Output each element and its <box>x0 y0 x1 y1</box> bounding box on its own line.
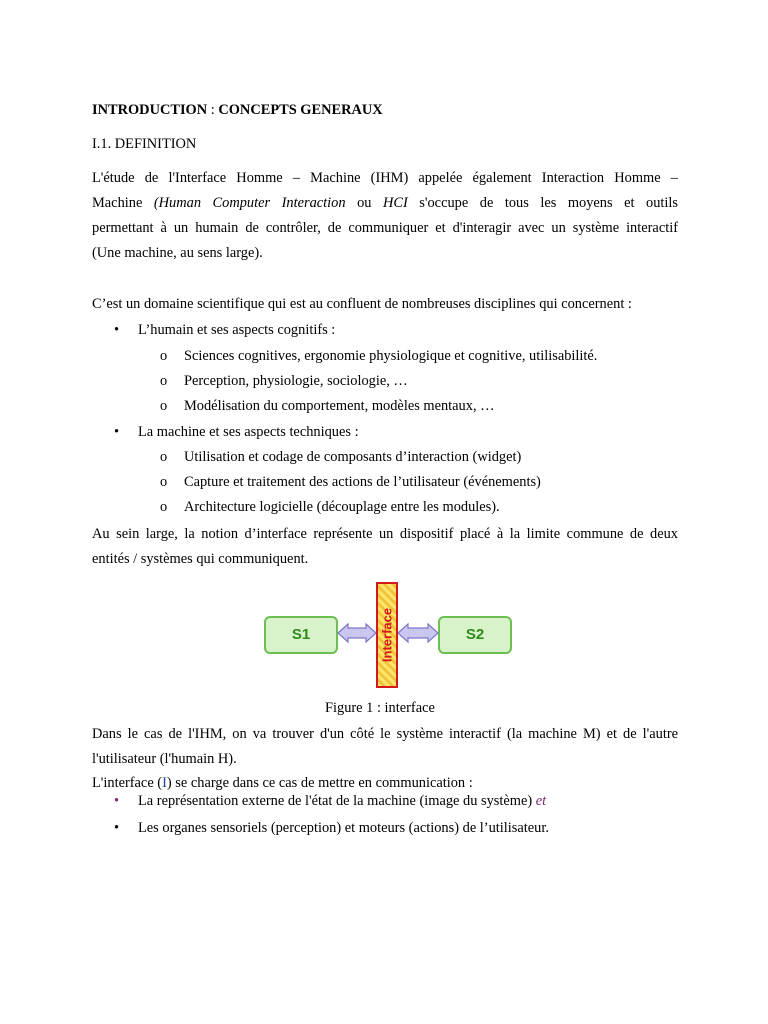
sub-list-item: o Architecture logicielle (découplage entre les modules). <box>160 499 500 515</box>
list-item: • La machine et ses aspects techniques : <box>114 424 359 440</box>
sub-list-item: o Modélisation du comportement, modèles mentaux, … <box>160 398 495 414</box>
sub-list-item: o Sciences cognitives, ergonomie physiologique et cognitive, utilisabilité. <box>160 348 598 364</box>
list-item: • Les organes sensoriels (perception) et moteurs (actions) de l’utilisateur. <box>114 820 549 836</box>
figure-caption: Figure 1 : interface <box>325 700 435 716</box>
sub-list-item: o Utilisation et codage de composants d’interaction (widget) <box>160 449 522 465</box>
disciplines-intro: C’est un domaine scientifique qui est au confluent de nombreuses disciplines qui concernent : <box>92 296 632 312</box>
interface-bar <box>376 582 398 688</box>
sub-list-item: o Perception, physiologie, sociologie, … <box>160 373 408 389</box>
section-heading: I.1. DEFINITION <box>92 136 197 152</box>
right-double-arrow-icon <box>398 624 438 642</box>
interface-label: Interface <box>379 607 395 663</box>
list-item: • La représentation externe de l'état de la machine (image du système) et <box>114 793 547 809</box>
system-s1-box: S1 <box>264 616 338 654</box>
definition-paragraph: L'étude de l'Interface Homme – Machine (IHM) appelée également Interaction Homme – Machine (Human Computer Interaction ou HCI s'occupe de tous les moyens et outils permettant à un humain de contrôler, de communiquer et d'interagir avec un système interactif (Une machine, au sens large). <box>92 170 678 261</box>
sub-list-item: o Capture et traitement des actions de l’utilisateur (événements) <box>160 474 541 490</box>
interface-paragraph: Au sein large, la notion d’interface représente un dispositif placé à la limite commune de deux entités / systèmes qui communiquent. <box>92 526 678 567</box>
list-item: • L’humain et ses aspects cognitifs : <box>114 322 336 338</box>
system-s2-box: S2 <box>438 616 512 654</box>
left-double-arrow-icon <box>338 624 376 642</box>
interface-diagram <box>262 580 512 688</box>
page-title: INTRODUCTION : CONCEPTS GENERAUX <box>92 102 383 118</box>
ihm-paragraph: Dans le cas de l'IHM, on va trouver d'un côté le système interactif (la machine M) et de l'autre l'utilisateur (l'humain H). <box>92 726 678 767</box>
interface-role-paragraph: L'interface (I) se charge dans ce cas de mettre en communication : <box>92 775 473 791</box>
